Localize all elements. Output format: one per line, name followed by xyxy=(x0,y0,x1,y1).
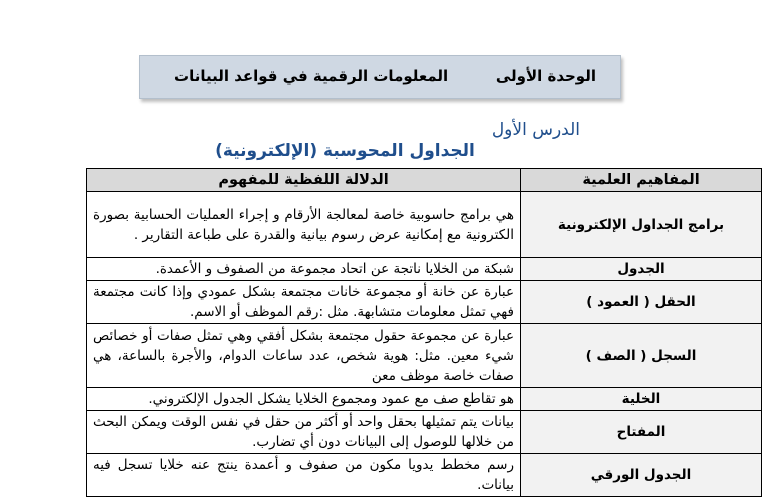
table-header-row xyxy=(87,169,762,192)
table-row xyxy=(87,192,762,258)
definition-cell: شبكة من الخلايا ناتجة عن اتحاد مجموعة من الصفوف و الأعمدة. xyxy=(87,258,521,281)
term-cell: الجدول xyxy=(521,258,762,281)
table-row xyxy=(87,281,762,324)
term-cell: الخلية xyxy=(521,388,762,411)
lesson-title: الجداول المحوسبة (الإلكترونية) xyxy=(215,141,475,161)
definition-cell: هي برامج حاسوبية خاصة لمعالجة الأرقام و إجراء العمليات الحسابية بصورة الكترونية مع إمكانية عرض رسوم بيانية والقدرة على طباعة التقارير . xyxy=(87,192,521,258)
term-cell: الحقل ( العمود ) xyxy=(521,281,762,324)
definition-cell: رسم مخطط يدويا مكون من صفوف و أعمدة ينتج عنه خلايا تسجل فيه بيانات. xyxy=(87,454,521,497)
definition-cell: عبارة عن خانة أو مجموعة خانات مجتمعة بشكل عمودي وإذا كانت مجتمعة فهي تمثل معلومات متشابهة. مثل :رقم الموظف أو الاسم. xyxy=(87,281,521,324)
definition-cell: هو تقاطع صف مع عمود ومجموع الخلايا يشكل الجدول الإلكتروني. xyxy=(87,388,521,411)
definition-cell: عبارة عن مجموعة حقول مجتمعة بشكل أفقي وهي تمثل صفات أو خصائص شيء معين. مثل: هوية شخص، عدد ساعات الدوام، والأجرة بالساعة، هي صفات خاصة موظف معن xyxy=(87,324,521,388)
table-row xyxy=(87,324,762,388)
unit-topic: المعلومات الرقمية في قواعد البيانات xyxy=(174,67,449,85)
term-cell: المفتاح xyxy=(521,411,762,454)
term-cell: السجل ( الصف ) xyxy=(521,324,762,388)
lesson-number: الدرس الأول xyxy=(491,120,580,140)
table-row xyxy=(87,388,762,411)
unit-label: الوحدة الأولى xyxy=(495,67,596,85)
definition-cell: بيانات يتم تمثيلها بحقل واحد أو أكثر من حقل في نفس الوقت ويمكن البحث من خلالها للوصول إلى البيانات دون أي تضارب. xyxy=(87,411,521,454)
table-row xyxy=(87,454,762,497)
table-row xyxy=(87,411,762,454)
term-cell: الجدول الورقي xyxy=(521,454,762,497)
unit-header-banner xyxy=(139,55,621,99)
table-row xyxy=(87,258,762,281)
definition-column-header: الدلالة اللفظية للمفهوم xyxy=(87,169,521,192)
term-column-header: المفاهيم العلمية xyxy=(521,169,762,192)
concepts-table xyxy=(86,168,762,497)
term-cell: برامج الجداول الإلكترونية xyxy=(521,192,762,258)
